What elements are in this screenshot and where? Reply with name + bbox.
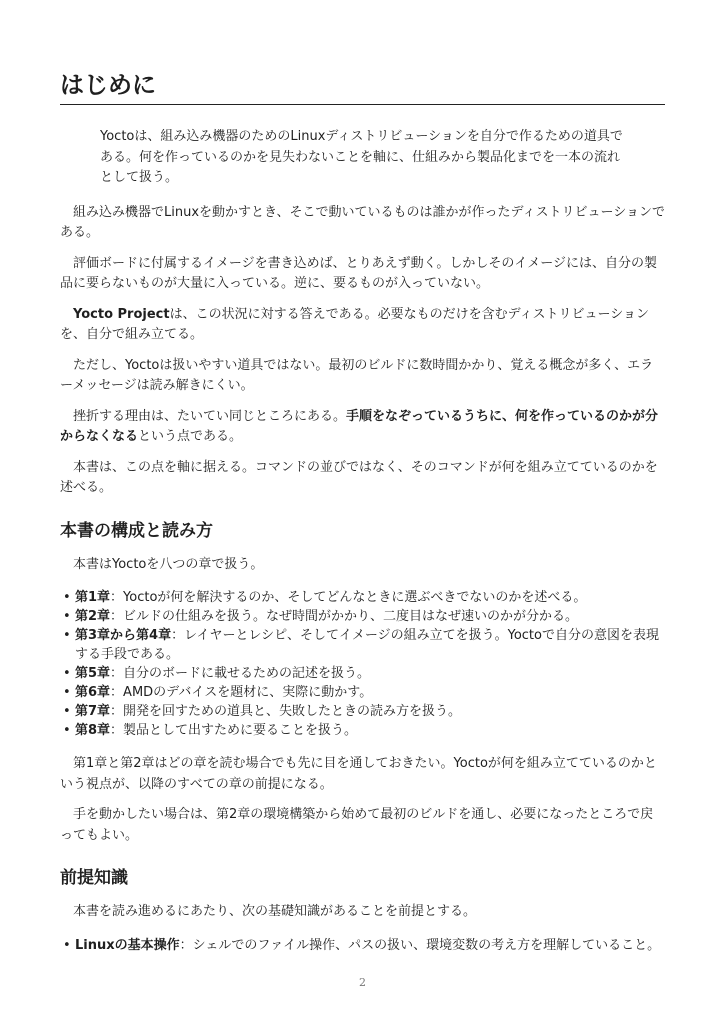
section-heading-prereq: 前提知識 <box>60 868 128 888</box>
chapter-label: 第8章 <box>75 723 111 738</box>
intro-paragraph-2: 評価ボードに付属するイメージを書き込めば、とりあえず動く。しかしそのイメージには、自分の製品に要らないものが大量に入っている。逆に、要るものが入っていない。 <box>60 255 657 291</box>
page-number: 2 <box>359 976 366 989</box>
chapter-label: 第5章 <box>75 666 111 681</box>
intro-paragraph-5-emphasis: 手順をなぞっているうちに、何を作っているのかが分からなくなる <box>60 408 659 444</box>
chapter-label: 第6章 <box>75 685 111 700</box>
intro-paragraph-3 <box>60 305 665 346</box>
intro-paragraph-6: 本書は、この点を軸に据える。コマンドの並びではなく、そのコマンドが何を組み立てているのかを述べる。 <box>60 459 658 495</box>
structure-intro: 本書はYoctoを八つの章で扱う。 <box>73 556 264 572</box>
section-heading-structure: 本書の構成と読み方 <box>60 520 213 541</box>
lead-paragraph: Yoctoは、組み込み機器のためのLinuxディストリビューションを自分で作るための道具である。何を作っているのかを見失わないことを軸に、仕組みから製品化までを一本の流れとして扱う。 <box>100 129 623 185</box>
document-page <box>60 0 665 955</box>
structure-paragraph-2: 手を動かしたい場合は、第2章の環境構築から始めて最初のビルドを通し、必要になったところで戻ってもよい。 <box>60 807 654 843</box>
intro-paragraph-4: ただし、Yoctoは扱いやすい道具ではない。最初のビルドに数時間かかり、覚える概念が多く、エラーメッセージは読み解きにくい。 <box>60 357 654 393</box>
page-title: はじめに <box>60 70 665 105</box>
structure-paragraph-1: 第1章と第2章はどの章を読む場合でも先に目を通しておきたい。Yoctoが何を組み立てているのかという視点が、以降のすべての章の前提になる。 <box>60 756 657 792</box>
list-item <box>60 936 665 955</box>
list-item <box>60 702 665 721</box>
chapter-text: ：製品として出すために要ることを扱う。 <box>110 723 358 738</box>
bullet-icon: • <box>63 609 71 624</box>
list-item <box>60 664 665 683</box>
bullet-icon: • <box>63 704 71 719</box>
bullet-icon: • <box>63 666 71 681</box>
list-item <box>60 683 665 702</box>
chapter-text: ：レイヤーとレシピ、そしてイメージの組み立てを扱う。Yoctoで自分の意図を表現する手段である。 <box>75 628 659 662</box>
list-item <box>60 721 665 740</box>
list-item <box>60 607 665 626</box>
chapter-text: ：自分のボードに載せるための記述を扱う。 <box>110 666 371 681</box>
prereq-label: Linuxの基本操作 <box>75 937 180 953</box>
chapter-text: ：Yoctoが何を解決するのか、そしてどんなときに選ぶべきでないのかを述べる。 <box>110 590 587 605</box>
intro-paragraph-3-text: は、この状況に対する答えである。必要なものだけを含むディストリビューションを、自分で組み立てる。 <box>60 306 650 342</box>
chapter-list <box>60 588 665 740</box>
yocto-project-term: Yocto Project <box>73 306 170 322</box>
chapter-label: 第1章 <box>75 590 111 605</box>
bullet-icon: • <box>63 590 71 605</box>
prereq-text: ：シェルでのファイル操作、パスの扱い、環境変数の考え方を理解していること。 <box>179 937 661 953</box>
chapter-label: 第3章から第4章 <box>75 628 172 643</box>
prereq-intro: 本書を読み進めるにあたり、次の基礎知識があることを前提とする。 <box>73 904 477 919</box>
bullet-icon: • <box>63 628 71 643</box>
list-item <box>60 588 665 607</box>
prereq-list <box>60 936 665 955</box>
bullet-icon: • <box>63 685 71 700</box>
chapter-text: ：開発を回すための道具と、失敗したときの読み方を扱う。 <box>110 704 462 719</box>
intro-paragraph-5 <box>60 407 665 448</box>
intro-paragraph-1: 組み込み機器でLinuxを動かすとき、そこで動いているものは誰かが作ったディストリビューションである。 <box>60 204 665 240</box>
list-item <box>60 626 665 664</box>
bullet-icon: • <box>63 937 71 953</box>
intro-paragraph-5-lead: 挫折する理由は、たいてい同じところにある。 <box>73 408 347 424</box>
chapter-label: 第7章 <box>75 704 111 719</box>
bullet-icon: • <box>63 723 71 738</box>
chapter-text: ：ビルドの仕組みを扱う。なぜ時間がかかり、二度目はなぜ速いのかが分かる。 <box>110 609 579 624</box>
intro-paragraph-5-tail: という点である。 <box>138 429 243 444</box>
chapter-label: 第2章 <box>75 609 111 624</box>
chapter-text: ：AMDのデバイスを題材に、実際に動かす。 <box>110 685 373 700</box>
